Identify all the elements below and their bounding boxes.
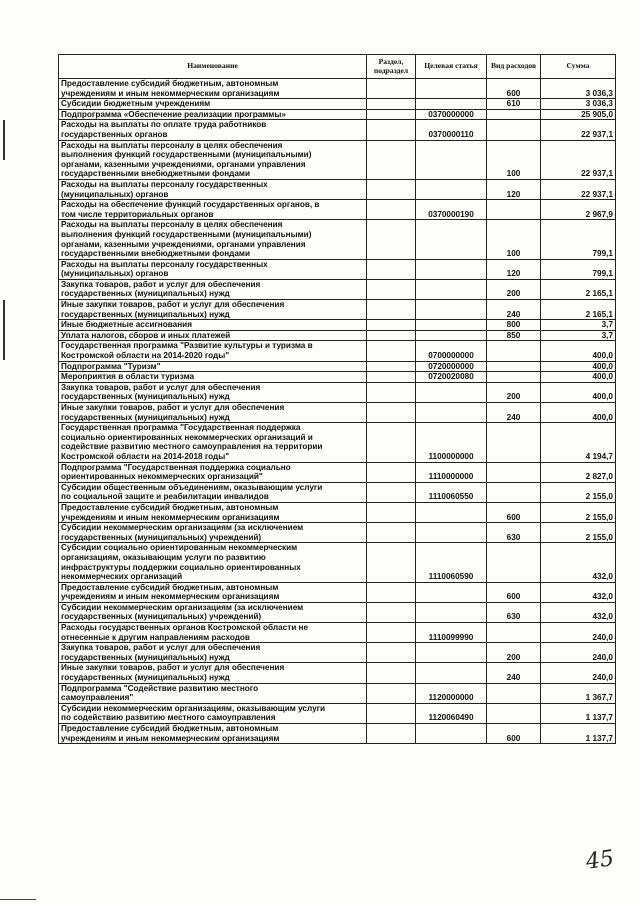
row-target-cell [416,220,487,259]
table-row [59,663,616,683]
row-sum-cell: 432,0 [541,543,616,582]
row-name-line: некоммерческих организаций [61,572,183,582]
row-sum-cell: 22 937,1 [541,179,616,199]
row-name-cell [59,482,367,502]
row-section-cell [367,703,416,723]
row-target-cell: 0370000000 [416,109,487,120]
row-sum-cell: 240,0 [541,663,616,683]
row-section-cell [367,320,416,331]
row-section-cell [367,502,416,522]
row-name-cell [59,703,367,723]
row-target-cell [416,259,487,279]
row-section-cell [367,330,416,341]
scan-edge-line [0,899,36,900]
row-sum-cell: 22 937,1 [541,120,616,140]
row-name-line: государственных (муниципальных) нужд [61,309,230,319]
row-name-cell [59,462,367,482]
row-section-cell [367,403,416,423]
table-row [59,179,616,199]
table-row [59,462,616,482]
row-name-cell [59,220,367,259]
row-type-cell: 600 [487,582,541,602]
row-name-cell [59,109,367,120]
row-sum-cell: 2 967,9 [541,200,616,220]
row-name-cell [59,200,367,220]
row-name-line: Субсидии некоммерческим организациям, оказывающим услуги [61,703,326,713]
scan-edge-mark [3,120,5,160]
row-name-line: инфраструктуры поддержки социально ориентированных [61,562,301,572]
row-target-cell [416,300,487,320]
row-name-line: Уплата налогов, сборов и иных платежей [61,330,231,340]
row-name-line: Расходы на обеспечение функций государственных органов, в [61,200,320,210]
row-name-cell [59,79,367,99]
row-sum-cell: 432,0 [541,582,616,602]
row-target-cell: 1110060550 [416,482,487,502]
row-name-line: Государственная программа "Развитие культуры и туризма в [61,341,313,351]
row-target-cell [416,602,487,622]
row-name-line: государственных (муниципальных) учреждений) [61,612,262,622]
row-name-line: по социальной защите и реабилитации инвалидов [61,492,269,502]
row-type-cell: 600 [487,502,541,522]
row-name-cell [59,320,367,331]
row-type-cell: 240 [487,403,541,423]
row-target-cell: 0370000190 [416,200,487,220]
row-name-line: Предоставление субсидий бюджетным, автономным [61,582,279,592]
row-target-cell [416,663,487,683]
table-row [59,482,616,502]
row-name-cell [59,300,367,320]
row-name-line: государственных (муниципальных) нужд [61,392,230,402]
row-target-cell [416,403,487,423]
row-section-cell [367,623,416,643]
row-type-cell: 600 [487,79,541,99]
table-row [59,602,616,622]
row-name-cell [59,423,367,462]
row-type-cell [487,482,541,502]
row-type-cell [487,623,541,643]
table-row [59,99,616,110]
row-name-cell [59,663,367,683]
row-sum-cell: 2 155,0 [541,523,616,543]
row-name-line: учреждениям и иным некоммерческим организациям [61,88,280,98]
row-section-cell [367,140,416,179]
row-name-cell [59,724,367,744]
row-sum-cell: 400,0 [541,372,616,383]
table-row [59,582,616,602]
row-type-cell [487,543,541,582]
row-name-line: учреждениям и иным некоммерческим организациям [61,512,280,522]
scan-edge-mark [3,300,5,360]
row-target-cell: 1120000000 [416,683,487,703]
row-name-line: (муниципальных) органов [61,269,169,279]
row-type-cell: 800 [487,320,541,331]
row-name-line: самоуправления" [61,693,134,703]
row-sum-cell: 25 905,0 [541,109,616,120]
table-row [59,200,616,220]
row-name-line: государственных органов [61,129,168,139]
row-section-cell [367,279,416,299]
table-row [59,361,616,372]
row-section-cell [367,382,416,402]
row-target-cell [416,382,487,402]
row-type-cell [487,372,541,383]
row-name-line: государственных (муниципальных) нужд [61,412,230,422]
row-type-cell [487,703,541,723]
row-name-line: (муниципальных) органов [61,189,169,199]
row-name-line: Расходы на выплаты персоналу в целях обеспечения [61,140,283,150]
row-target-cell [416,140,487,179]
row-target-cell [416,279,487,299]
row-name-line: Расходы на выплаты по оплате труда работников [61,120,267,130]
row-section-cell [367,259,416,279]
row-name-line: учреждениям и иным некоммерческим организациям [61,733,280,743]
row-type-cell: 610 [487,99,541,110]
row-name-line: ориентированных некоммерческих организаций" [61,472,263,482]
budget-table [58,54,616,744]
table-row [59,341,616,361]
row-type-cell [487,361,541,372]
row-section-cell [367,582,416,602]
row-target-cell: 0700000000 [416,341,487,361]
row-name-cell [59,623,367,643]
row-name-line: государственных (муниципальных) нужд [61,673,230,683]
row-section-cell [367,300,416,320]
row-name-line: Подпрограмма "Содействие развитию местного [61,683,259,693]
row-type-cell: 630 [487,602,541,622]
row-target-cell [416,643,487,663]
row-type-cell: 120 [487,179,541,199]
row-section-cell [367,341,416,361]
table-row [59,120,616,140]
table-row [59,502,616,522]
row-name-line: выполнения функций государственными (муниципальными) [61,150,312,160]
row-type-cell: 630 [487,523,541,543]
row-name-line: Предоставление субсидий бюджетным, автономным [61,502,279,512]
row-name-line: содействие развитию местного самоуправления на территории [61,442,323,452]
row-sum-cell: 432,0 [541,602,616,622]
row-name-line: Закупка товаров, работ и услуг для обеспечения [61,643,261,653]
table-body [59,79,616,744]
table-row [59,423,616,462]
row-target-cell [416,99,487,110]
row-type-cell: 240 [487,663,541,683]
row-name-line: Костромской области на 2014-2020 годы" [61,351,230,361]
row-section-cell [367,423,416,462]
row-target-cell [416,724,487,744]
row-name-cell [59,602,367,622]
table-row [59,543,616,582]
row-name-line: Подпрограмма "Туризм" [61,361,161,371]
row-type-cell [487,683,541,703]
table-header-row [59,55,616,79]
row-sum-cell: 240,0 [541,623,616,643]
row-section-cell [367,643,416,663]
row-name-line: Субсидии бюджетным учреждениям [61,99,211,109]
row-name-cell [59,643,367,663]
row-name-line: Предоставление субсидий бюджетным, автономным [61,79,279,88]
row-name-cell [59,403,367,423]
row-name-cell [59,259,367,279]
row-sum-cell: 2 827,0 [541,462,616,482]
row-type-cell: 240 [487,300,541,320]
row-name-line: государственными внебюджетными фондами [61,249,250,259]
col-header-section: Раздел, подраздел [367,55,416,79]
row-target-cell: 1110000000 [416,462,487,482]
row-sum-cell: 3,7 [541,320,616,331]
row-target-cell [416,523,487,543]
row-target-cell: 0720000000 [416,361,487,372]
row-type-cell: 100 [487,220,541,259]
row-name-cell [59,361,367,372]
table-row [59,220,616,259]
row-target-cell: 1120060490 [416,703,487,723]
handwritten-page-number: 45 [584,846,616,875]
row-name-line: государственных (муниципальных) нужд [61,652,230,662]
row-section-cell [367,372,416,383]
row-type-cell [487,200,541,220]
row-name-line: Иные закупки товаров, работ и услуг для обеспечения [61,403,285,412]
row-name-line: отнесенные к другим направлениям расходов [61,632,250,642]
row-section-cell [367,724,416,744]
row-name-cell [59,582,367,602]
row-sum-cell: 799,1 [541,259,616,279]
row-name-line: том числе территориальных органов [61,209,214,219]
row-target-cell: 0370000110 [416,120,487,140]
table-row [59,372,616,383]
table-row [59,523,616,543]
row-name-cell [59,372,367,383]
row-name-line: Расходы на выплаты персоналу в целях обеспечения [61,220,283,230]
row-type-cell [487,423,541,462]
row-name-line: учреждениям и иным некоммерческим организациям [61,592,280,602]
row-type-cell: 200 [487,643,541,663]
row-name-cell [59,179,367,199]
col-header-sum: Сумма [541,55,616,79]
row-sum-cell: 2 165,1 [541,300,616,320]
row-name-line: Субсидии общественным объединениям, оказывающим услуги [61,482,323,492]
row-sum-cell: 1 137,7 [541,724,616,744]
row-type-cell: 120 [487,259,541,279]
table-row [59,300,616,320]
row-name-line: Иные бюджетные ассигнования [61,320,192,330]
row-name-cell [59,120,367,140]
row-sum-cell: 3 036,3 [541,79,616,99]
row-target-cell [416,330,487,341]
row-name-line: по содействию развитию местного самоуправления [61,713,276,723]
row-target-cell: 1100000000 [416,423,487,462]
row-target-cell: 1110099990 [416,623,487,643]
row-name-line: Иные закупки товаров, работ и услуг для обеспечения [61,663,285,673]
table-row [59,724,616,744]
row-name-line: Субсидии социально ориентированным некоммерческим [61,543,298,553]
row-name-line: Мероприятия в области туризма [61,372,195,382]
row-target-cell [416,502,487,522]
row-name-line: социально ориентированных некоммерческих организаций и [61,432,313,442]
row-section-cell [367,361,416,372]
row-type-cell: 100 [487,140,541,179]
row-type-cell [487,120,541,140]
table-row [59,403,616,423]
row-target-cell [416,79,487,99]
row-name-line: выполнения функций государственными (муниципальными) [61,229,312,239]
row-target-cell [416,179,487,199]
row-name-line: Подпрограмма «Обеспечение реализации программы» [61,109,286,119]
row-name-line: Расходы государственных органов Костромской области не [61,623,309,633]
row-section-cell [367,602,416,622]
row-target-cell: 1110060590 [416,543,487,582]
row-name-line: Закупка товаров, работ и услуг для обеспечения [61,382,261,392]
row-sum-cell: 400,0 [541,341,616,361]
row-name-cell [59,543,367,582]
row-sum-cell: 4 194,7 [541,423,616,462]
row-type-cell: 850 [487,330,541,341]
row-name-cell [59,279,367,299]
row-sum-cell: 2 155,0 [541,502,616,522]
row-name-line: организациям, оказывающим услуги по развитию [61,552,266,562]
row-name-cell [59,99,367,110]
row-section-cell [367,462,416,482]
row-name-line: государственных (муниципальных) учреждений) [61,532,262,542]
row-sum-cell: 240,0 [541,643,616,663]
row-name-line: Расходы на выплаты персоналу государственных [61,259,268,269]
row-name-cell [59,683,367,703]
row-name-line: Закупка товаров, работ и услуг для обеспечения [61,279,261,289]
row-section-cell [367,99,416,110]
row-target-cell [416,320,487,331]
table-row [59,140,616,179]
row-section-cell [367,663,416,683]
row-section-cell [367,120,416,140]
row-section-cell [367,543,416,582]
table-row [59,330,616,341]
row-sum-cell: 1 137,7 [541,703,616,723]
row-sum-cell: 3,7 [541,330,616,341]
row-name-line: государственных (муниципальных) нужд [61,289,230,299]
row-sum-cell: 799,1 [541,220,616,259]
row-name-cell [59,523,367,543]
table-row [59,109,616,120]
row-type-cell: 200 [487,382,541,402]
row-name-cell [59,382,367,402]
row-section-cell [367,482,416,502]
row-name-cell [59,140,367,179]
row-section-cell [367,79,416,99]
row-name-line: Расходы на выплаты персоналу государственных [61,179,268,189]
table-row [59,79,616,99]
row-target-cell: 0720020080 [416,372,487,383]
row-name-line: Костромской области на 2014-2018 годы" [61,451,230,461]
row-name-cell [59,330,367,341]
row-sum-cell: 2 155,0 [541,482,616,502]
row-section-cell [367,200,416,220]
row-section-cell [367,683,416,703]
row-section-cell [367,109,416,120]
row-name-line: Иные закупки товаров, работ и услуг для обеспечения [61,300,285,310]
row-name-cell [59,341,367,361]
row-name-line: Субсидии некоммерческим организациям (за исключением [61,523,304,533]
row-sum-cell: 3 036,3 [541,99,616,110]
table-row [59,643,616,663]
col-header-type: Вид расходов [487,55,541,79]
row-sum-cell: 22 937,1 [541,140,616,179]
row-name-line: органами, казенными учреждениями, органами управления [61,239,306,249]
table-row [59,279,616,299]
row-name-line: Государственная программа "Государственная поддержка [61,423,301,433]
table-row [59,683,616,703]
row-name-line: органами, казенными учреждениями, органами управления [61,159,306,169]
row-name-line: Субсидии некоммерческим организациям (за исключением [61,602,304,612]
table-row [59,382,616,402]
row-sum-cell: 400,0 [541,382,616,402]
row-sum-cell: 2 165,1 [541,279,616,299]
table-row [59,320,616,331]
table-row [59,703,616,723]
table-row [59,623,616,643]
row-sum-cell: 400,0 [541,403,616,423]
col-header-name: Наименование [59,55,367,79]
row-section-cell [367,523,416,543]
col-header-target: Целевая статья [416,55,487,79]
row-sum-cell: 400,0 [541,361,616,372]
row-type-cell [487,462,541,482]
row-name-line: Подпрограмма "Государственная поддержка социально [61,462,291,472]
row-type-cell: 200 [487,279,541,299]
row-section-cell [367,179,416,199]
row-type-cell [487,109,541,120]
row-name-line: государственными внебюджетными фондами [61,169,250,179]
row-name-line: Предоставление субсидий бюджетным, автономным [61,724,279,733]
row-type-cell: 600 [487,724,541,744]
row-type-cell [487,341,541,361]
row-section-cell [367,220,416,259]
row-name-cell [59,502,367,522]
row-target-cell [416,582,487,602]
row-sum-cell: 1 367,7 [541,683,616,703]
table-row [59,259,616,279]
